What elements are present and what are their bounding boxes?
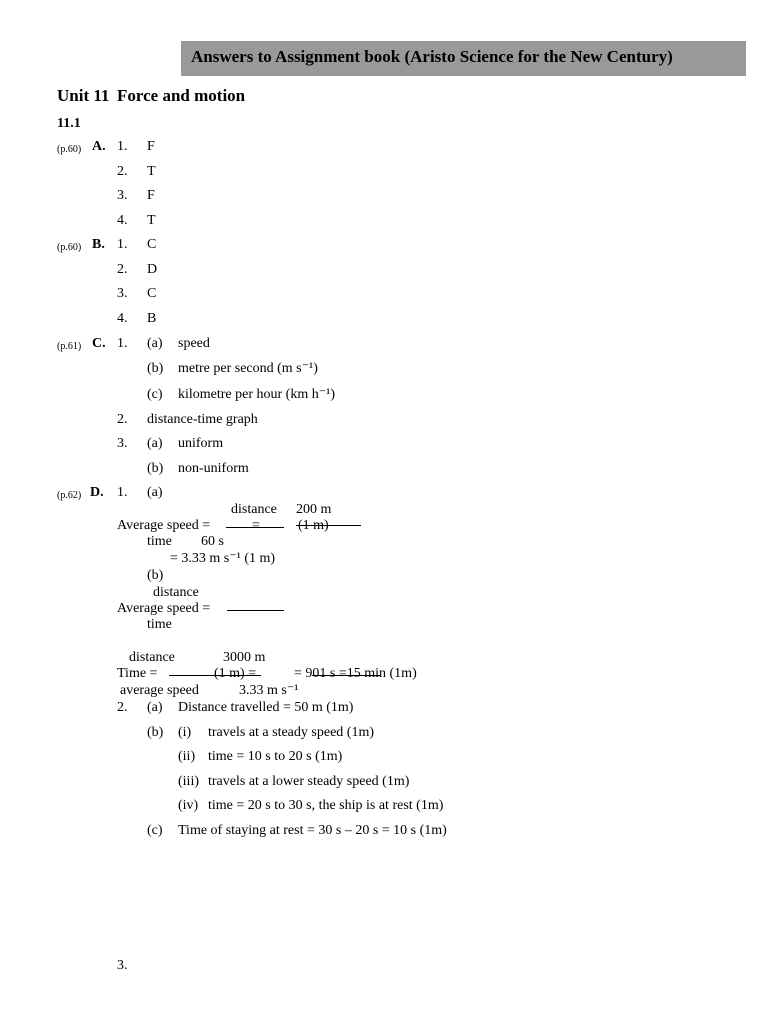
header-bar bbox=[181, 41, 746, 76]
section-c-page: (p.61) bbox=[57, 341, 82, 352]
d-time-value-denominator: 3.33 m s⁻¹ bbox=[239, 683, 299, 698]
d-q1b-label: (b) bbox=[147, 568, 164, 583]
c-q3a-label: (a) bbox=[147, 436, 163, 451]
b-q3-answer: C bbox=[147, 286, 157, 301]
b-q2-num: 2. bbox=[117, 262, 128, 277]
d-q2b-iv-label: (iv) bbox=[178, 798, 199, 813]
d-q2b-i-answer: travels at a steady speed (1m) bbox=[208, 725, 374, 740]
b-q1-num: 1. bbox=[117, 237, 128, 252]
c-q1a-label: (a) bbox=[147, 336, 163, 351]
d-q2b-ii-answer: time = 10 s to 20 s (1m) bbox=[208, 749, 343, 764]
c-q3b-label: (b) bbox=[147, 461, 164, 476]
a-q4-num: 4. bbox=[117, 213, 128, 228]
d-q1a-value-denominator: 60 s bbox=[201, 534, 224, 549]
d-q2b-iii-label: (iii) bbox=[178, 774, 199, 789]
d-q1b-average-speed-lhs: Average speed = bbox=[117, 601, 211, 616]
c-q3b-answer: non-uniform bbox=[178, 461, 249, 476]
d-q3-num: 3. bbox=[117, 958, 128, 973]
c-q3a-answer: uniform bbox=[178, 436, 224, 451]
section-a-page: (p.60) bbox=[57, 144, 82, 155]
c-q1b-answer: metre per second (m s⁻¹) bbox=[178, 361, 318, 376]
b-q4-num: 4. bbox=[117, 311, 128, 326]
d-q1a-fraction-numerator: distance bbox=[231, 502, 277, 517]
section-b-label: B. bbox=[92, 237, 105, 252]
unit-name: Force and motion bbox=[117, 86, 246, 105]
d-time-fraction-numerator: distance bbox=[129, 650, 175, 665]
d-time-fraction-denominator: average speed bbox=[120, 683, 199, 698]
d-time-mark: (1 m) = bbox=[214, 666, 257, 681]
c-q2-num: 2. bbox=[117, 412, 128, 427]
a-q1-answer: F bbox=[147, 139, 155, 154]
c-q1b-label: (b) bbox=[147, 361, 164, 376]
b-q3-num: 3. bbox=[117, 286, 128, 301]
d-q1a-label: (a) bbox=[147, 485, 163, 500]
a-q2-num: 2. bbox=[117, 164, 128, 179]
unit-number: Unit 11 bbox=[57, 86, 110, 105]
b-q2-answer: D bbox=[147, 262, 158, 277]
d-q2c-answer: Time of staying at rest = 30 s – 20 s = 10 s (1m) bbox=[178, 823, 447, 838]
d-q1b-fraction-bar bbox=[227, 610, 284, 611]
subsection-number: 11.1 bbox=[57, 116, 81, 131]
c-q1a-answer: speed bbox=[178, 336, 210, 351]
d-q1b-fraction-numerator: distance bbox=[153, 585, 199, 600]
d-time-value-numerator: 3000 m bbox=[223, 650, 266, 665]
d-q2a-label: (a) bbox=[147, 700, 163, 715]
d-q1a-value-bar bbox=[296, 525, 361, 526]
a-q3-answer: F bbox=[147, 188, 155, 203]
section-c-label: C. bbox=[92, 336, 106, 351]
c-q2-answer: distance-time graph bbox=[147, 412, 258, 427]
d-q2b-iii-answer: travels at a lower steady speed (1m) bbox=[208, 774, 410, 789]
d-q1a-result: = 3.33 m s⁻¹ (1 m) bbox=[170, 551, 276, 566]
d-q1a-average-speed-lhs: Average speed = bbox=[117, 518, 211, 533]
c-q3-num: 3. bbox=[117, 436, 128, 451]
c-q1c-label: (c) bbox=[147, 387, 163, 402]
b-q4-answer: B bbox=[147, 311, 157, 326]
d-q2b-label: (b) bbox=[147, 725, 164, 740]
d-q1-num: 1. bbox=[117, 485, 128, 500]
d-q2a-answer: Distance travelled = 50 m (1m) bbox=[178, 700, 354, 715]
d-q2-num: 2. bbox=[117, 700, 128, 715]
a-q4-answer: T bbox=[147, 213, 156, 228]
d-q2c-label: (c) bbox=[147, 823, 163, 838]
d-time-lhs: Time = bbox=[117, 666, 158, 681]
d-q1a-mark: (1 m) bbox=[298, 518, 329, 533]
d-q2b-ii-label: (ii) bbox=[178, 749, 196, 764]
a-q3-num: 3. bbox=[117, 188, 128, 203]
d-time-result: = 901 s =15 min (1m) bbox=[294, 666, 417, 681]
a-q1-num: 1. bbox=[117, 139, 128, 154]
d-q2b-iv-answer: time = 20 s to 30 s, the ship is at rest (1m) bbox=[208, 798, 444, 813]
d-q1a-fraction-denominator: time bbox=[147, 534, 172, 549]
section-b-page: (p.60) bbox=[57, 242, 82, 253]
c-q1-num: 1. bbox=[117, 336, 128, 351]
section-d-label: D. bbox=[90, 485, 104, 500]
d-time-strike-bar bbox=[312, 675, 380, 676]
document-title: Answers to Assignment book (Aristo Science for the New Century) bbox=[191, 47, 673, 66]
section-d-page: (p.62) bbox=[57, 490, 82, 501]
c-q1c-answer: kilometre per hour (km h⁻¹) bbox=[178, 387, 335, 402]
d-q1a-equals: = bbox=[252, 518, 260, 533]
section-a-label: A. bbox=[92, 139, 106, 154]
a-q2-answer: T bbox=[147, 164, 156, 179]
d-q2b-i-label: (i) bbox=[178, 725, 192, 740]
b-q1-answer: C bbox=[147, 237, 157, 252]
d-q1a-value-numerator: 200 m bbox=[296, 502, 332, 517]
d-q1b-fraction-denominator: time bbox=[147, 617, 172, 632]
